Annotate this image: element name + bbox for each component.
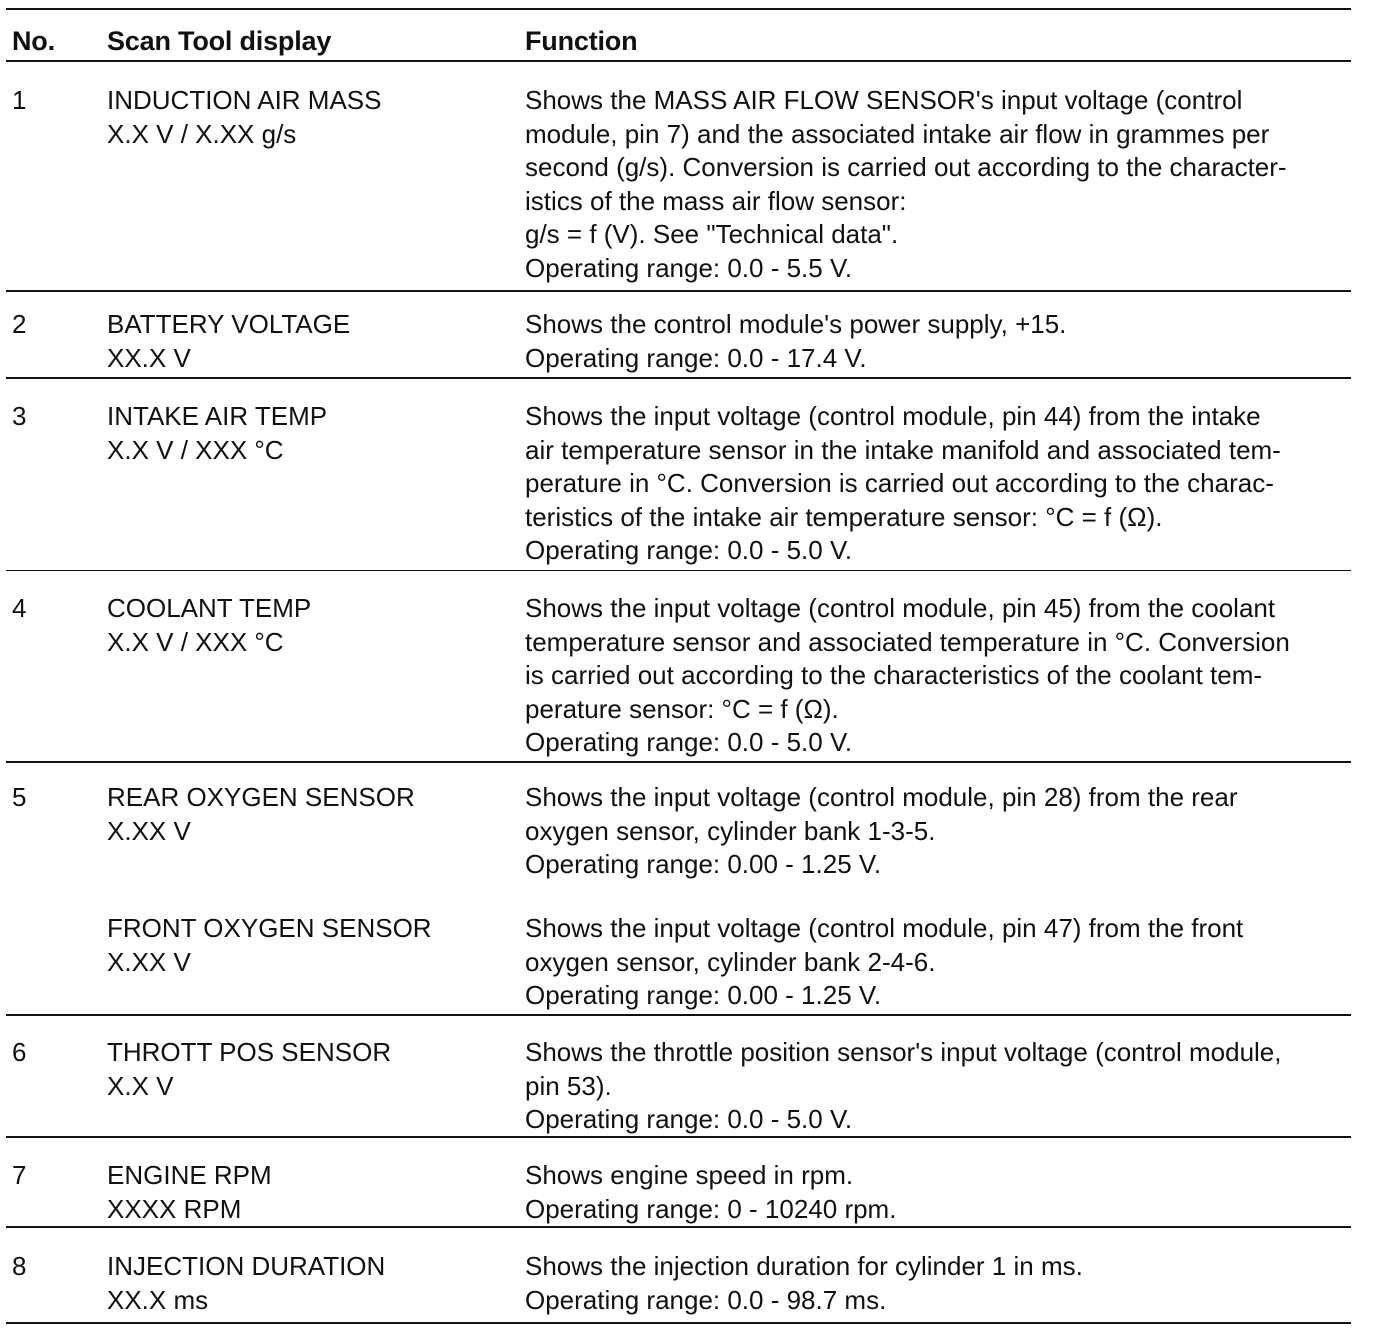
row-function xyxy=(525,400,1281,568)
function-line: istics of the mass air flow sensor: xyxy=(525,185,907,216)
row-function xyxy=(525,84,1287,286)
bottom-rule xyxy=(6,1322,1351,1324)
function-line: Operating range: 0.0 - 5.0 V. xyxy=(525,727,853,758)
function-line: air temperature sensor in the intake manifold and associated tem- xyxy=(525,434,1281,465)
row-display xyxy=(107,1250,385,1317)
function-line: Shows the input voltage (control module, pin 47) from the front xyxy=(525,913,1244,943)
display-line: XXXX RPM xyxy=(107,1193,242,1224)
function-line: module, pin 7) and the associated intake air flow in grammes per xyxy=(525,118,1270,149)
display-line: XX.X ms xyxy=(107,1284,209,1315)
header-scan-tool-display: Scan Tool display xyxy=(107,26,332,56)
display-line: X.X V xyxy=(107,1070,174,1101)
function-line: oxygen sensor, cylinder bank 1-3-5. xyxy=(525,815,936,846)
row-number: 7 xyxy=(12,1160,27,1190)
row-function xyxy=(525,1036,1282,1137)
row-number: 5 xyxy=(12,782,27,812)
function-line: temperature sensor and associated temperature in °C. Conversion xyxy=(525,626,1290,657)
display-line: COOLANT TEMP xyxy=(107,593,312,623)
function-line: Shows the MASS AIR FLOW SENSOR's input voltage (control xyxy=(525,85,1243,115)
display-line: REAR OXYGEN SENSOR xyxy=(107,782,415,812)
function-line: Operating range: 0.0 - 5.0 V. xyxy=(525,535,853,566)
row-rule xyxy=(6,377,1351,379)
display-line: INTAKE AIR TEMP xyxy=(107,401,328,431)
row-display xyxy=(107,592,311,659)
header-no: No. xyxy=(12,26,55,56)
row-function xyxy=(525,1159,896,1226)
row-display xyxy=(107,308,350,375)
display-line: X.XX V xyxy=(107,946,191,977)
row-rule xyxy=(6,761,1351,763)
display-line: BATTERY VOLTAGE xyxy=(107,309,351,339)
function-line: Operating range: 0.00 - 1.25 V. xyxy=(525,849,882,880)
row-number: 1 xyxy=(12,85,27,115)
function-line: Shows the input voltage (control module, pin 28) from the rear xyxy=(525,782,1238,812)
function-line: Operating range: 0.0 - 17.4 V. xyxy=(525,342,867,373)
display-line: X.X V / XXX °C xyxy=(107,626,284,657)
function-line: pin 53). xyxy=(525,1070,612,1101)
row-function xyxy=(525,781,1238,882)
function-line: Shows the injection duration for cylinder 1 in ms. xyxy=(525,1251,1083,1281)
row-rule xyxy=(6,290,1351,292)
display-line: ENGINE RPM xyxy=(107,1160,272,1190)
function-line: oxygen sensor, cylinder bank 2-4-6. xyxy=(525,946,936,977)
function-line: Shows engine speed in rpm. xyxy=(525,1160,854,1190)
row-number: 2 xyxy=(12,309,27,339)
row-number: 4 xyxy=(12,593,27,623)
header-function: Function xyxy=(525,26,638,56)
function-line: Operating range: 0.0 - 98.7 ms. xyxy=(525,1284,887,1315)
display-line: INJECTION DURATION xyxy=(107,1251,386,1281)
display-line: X.X V / X.XX g/s xyxy=(107,118,297,149)
function-line: Shows the control module's power supply, +15. xyxy=(525,309,1067,339)
row-function xyxy=(525,1250,1083,1317)
row-rule xyxy=(6,1136,1351,1138)
function-line: teristics of the intake air temperature sensor: °C = f (Ω). xyxy=(525,501,1163,532)
function-line: Operating range: 0 - 10240 rpm. xyxy=(525,1193,897,1224)
row-display xyxy=(107,1159,272,1226)
display-line: XX.X V xyxy=(107,342,191,373)
function-line: Operating range: 0.00 - 1.25 V. xyxy=(525,980,882,1011)
row-function xyxy=(525,592,1290,760)
display-line: FRONT OXYGEN SENSOR xyxy=(107,913,432,943)
row-display xyxy=(107,912,432,979)
function-line: Shows the throttle position sensor's input voltage (control module, xyxy=(525,1037,1282,1067)
function-line: Shows the input voltage (control module, pin 45) from the coolant xyxy=(525,593,1276,623)
row-function xyxy=(525,308,1066,375)
function-line: second (g/s). Conversion is carried out according to the character- xyxy=(525,152,1287,183)
row-number: 8 xyxy=(12,1251,27,1281)
function-line: is carried out according to the characteristics of the coolant tem- xyxy=(525,660,1263,691)
row-function xyxy=(525,912,1243,1013)
row-rule xyxy=(6,570,1351,571)
row-rule xyxy=(6,1014,1351,1016)
row-display xyxy=(107,1036,391,1103)
header-rule xyxy=(6,60,1351,62)
function-line: Operating range: 0.0 - 5.0 V. xyxy=(525,1104,853,1135)
top-rule xyxy=(6,8,1351,10)
display-line: INDUCTION AIR MASS xyxy=(107,85,382,115)
function-line: perature in °C. Conversion is carried out according to the charac- xyxy=(525,468,1274,499)
display-line: THROTT POS SENSOR xyxy=(107,1037,392,1067)
row-number: 6 xyxy=(12,1037,27,1067)
row-display xyxy=(107,84,381,151)
display-line: X.X V / XXX °C xyxy=(107,434,284,465)
function-line: Shows the input voltage (control module, pin 44) from the intake xyxy=(525,401,1261,431)
display-line: X.XX V xyxy=(107,815,191,846)
function-line: Operating range: 0.0 - 5.5 V. xyxy=(525,252,853,283)
row-display xyxy=(107,781,415,848)
function-line: perature sensor: °C = f (Ω). xyxy=(525,693,839,724)
row-display xyxy=(107,400,327,467)
row-number: 3 xyxy=(12,401,27,431)
row-rule xyxy=(6,1226,1351,1228)
function-line: g/s = f (V). See "Technical data". xyxy=(525,219,899,250)
